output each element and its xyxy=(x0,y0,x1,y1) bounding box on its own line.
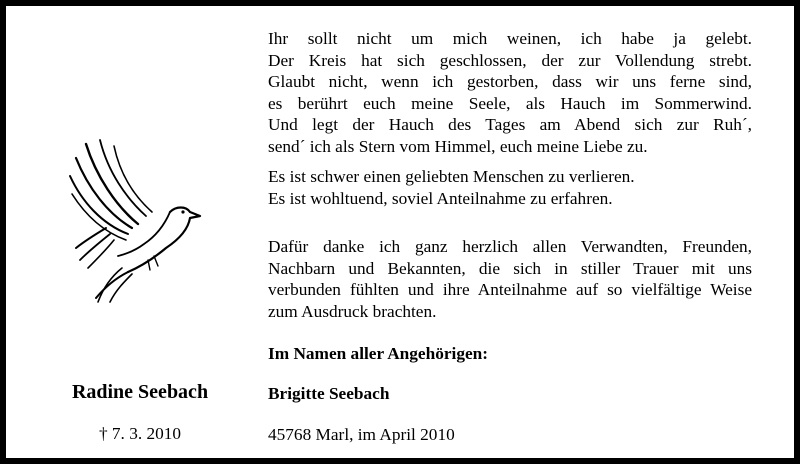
thanks-paragraph xyxy=(268,236,752,322)
poem-line: Glaubt nicht, wenn ich gestorben, dass wir uns ferne sind, xyxy=(268,72,752,92)
poem-line: Und legt der Hauch des Tages am Abend sich zur Ruh´, xyxy=(268,115,752,135)
statement-line: Es ist schwer einen geliebten Menschen zu verlieren. xyxy=(268,167,635,186)
poem xyxy=(268,28,752,158)
statement xyxy=(268,166,752,209)
thanks-line: Dafür danke ich ganz herzlich allen Verwandten, Freunden, xyxy=(268,237,752,256)
deceased-name: Radine Seebach xyxy=(71,381,209,403)
place-date: 45768 Marl, im April 2010 xyxy=(268,425,455,444)
poem-line: send´ ich als Stern vom Himmel, euch meine Liebe zu. xyxy=(268,136,648,156)
poem-line: es berührt euch meine Seele, als Hauch im Sommerwind. xyxy=(268,93,752,113)
signer-name: Brigitte Seebach xyxy=(268,384,390,403)
thanks-line: Nachbarn und Bekannten, die sich in stiller Trauer mit uns xyxy=(268,258,752,278)
dove-icon xyxy=(66,136,206,306)
thanks-line: verbunden fühlten und ihre Anteilnahme auf so vielfältige Weise xyxy=(268,280,752,300)
statement-line: Es ist wohltuend, soviel Anteilnahme zu erfahren. xyxy=(268,188,613,208)
signature-intro: Im Namen aller Angehörigen: xyxy=(268,344,488,363)
death-date: † 7. 3. 2010 xyxy=(98,424,182,443)
poem-line: Ihr sollt nicht um mich weinen, ich habe ja gelebt. xyxy=(268,29,752,48)
poem-line: Der Kreis hat sich geschlossen, der zur Vollendung strebt. xyxy=(268,50,752,70)
thanks-line: zum Ausdruck brachten. xyxy=(268,301,437,321)
